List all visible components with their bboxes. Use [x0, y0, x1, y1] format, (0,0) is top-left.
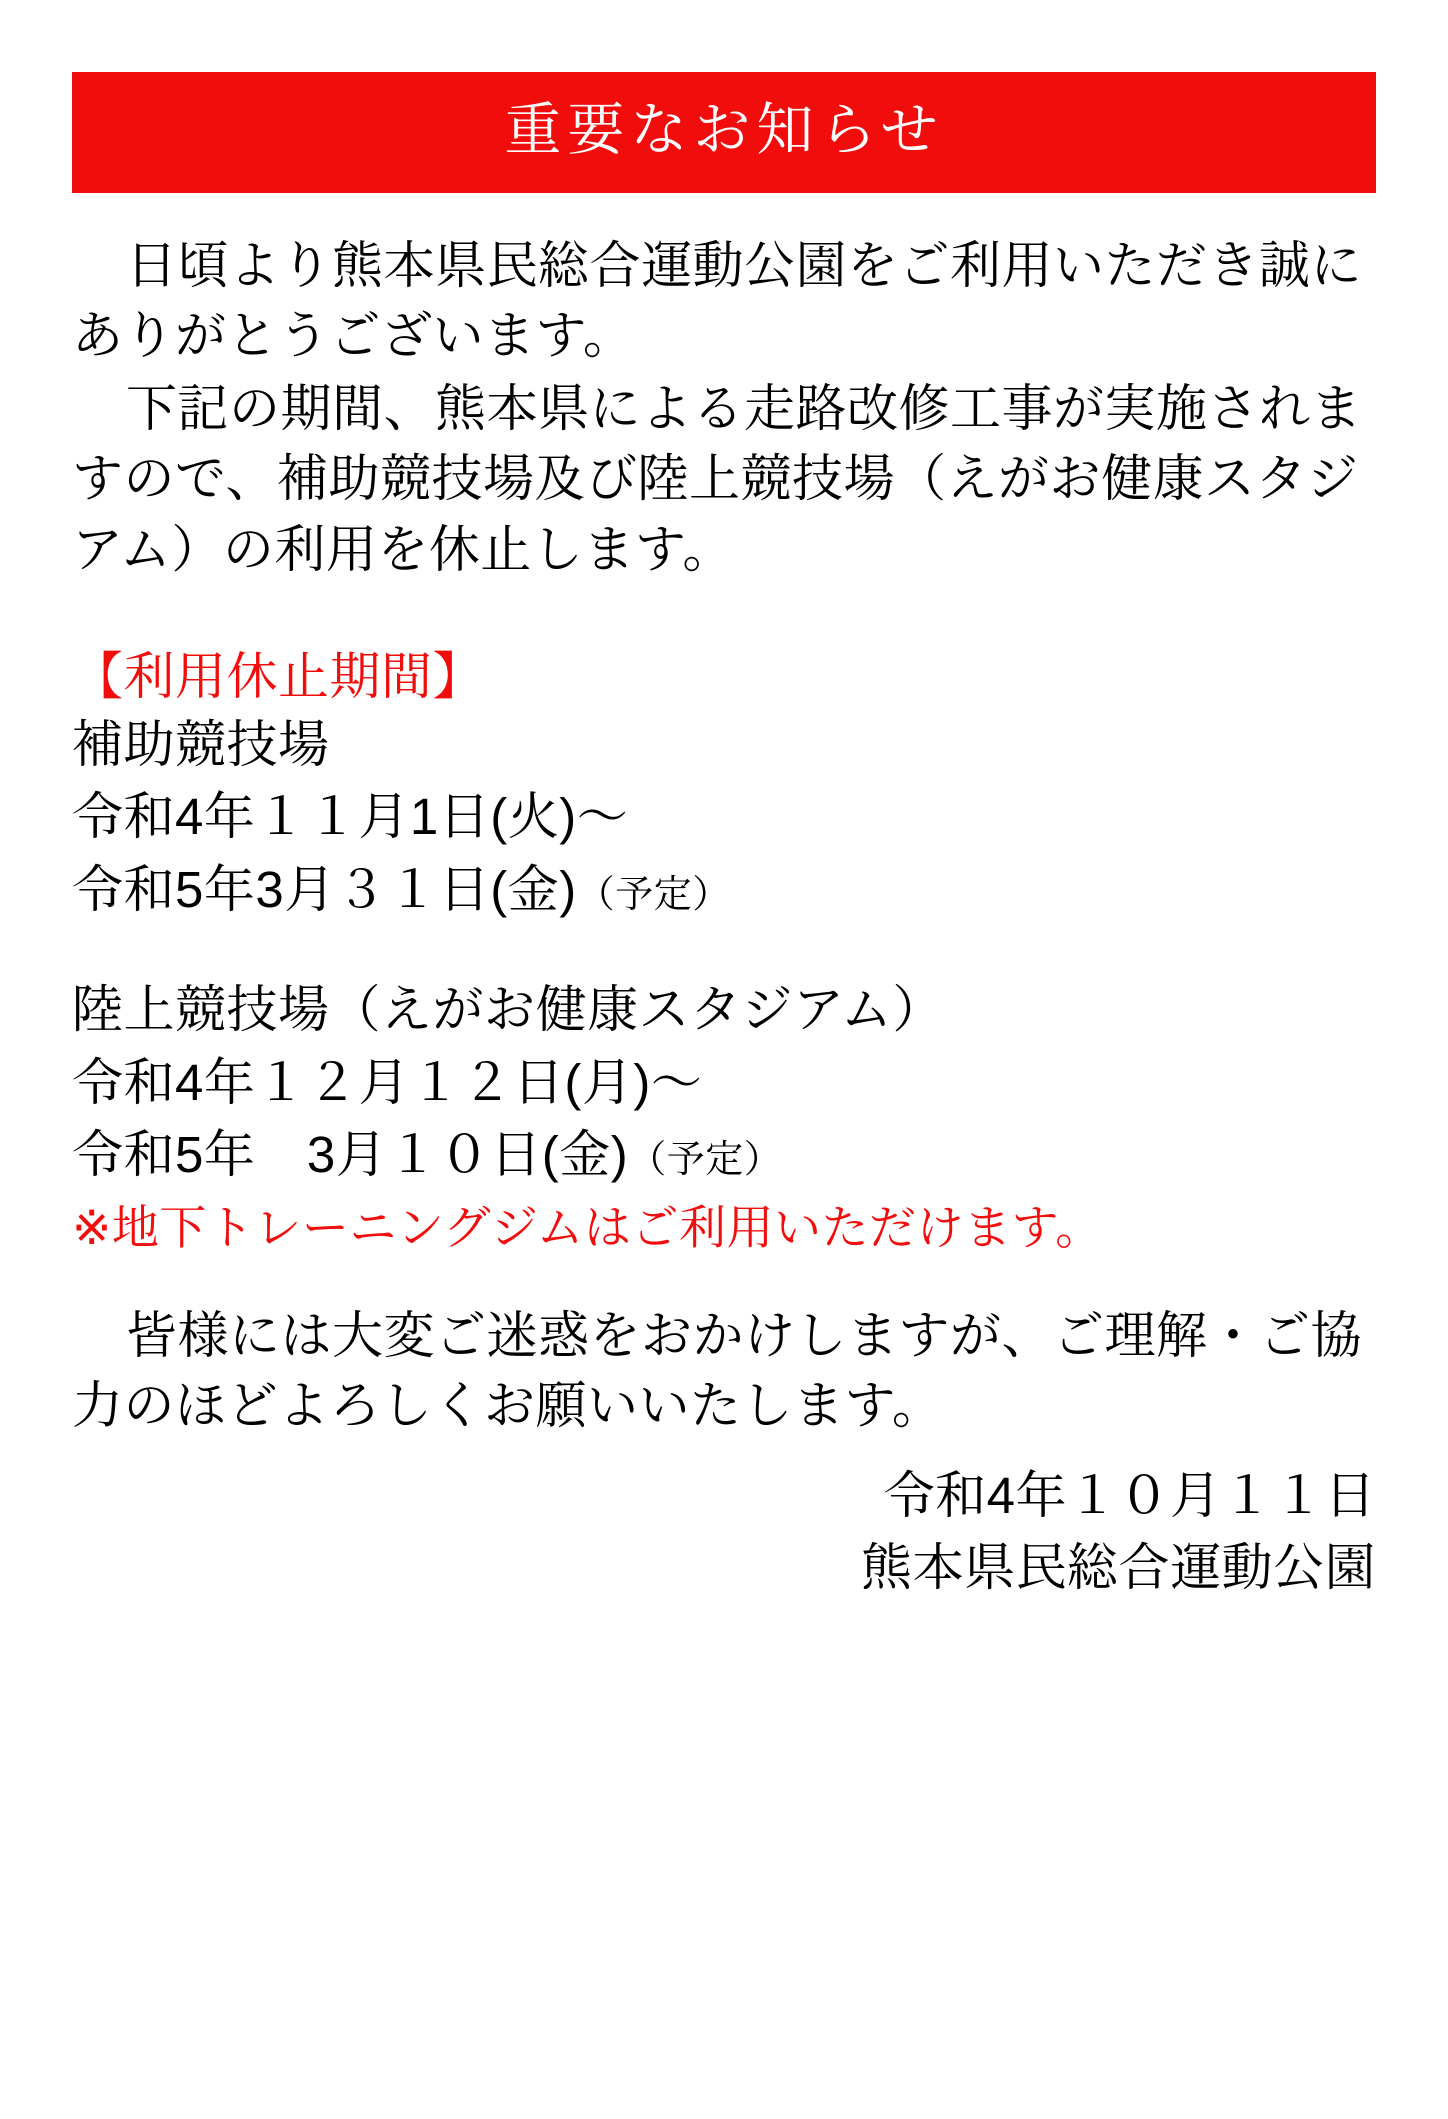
gym-availability-note: ※地下トレーニングジムはご利用いただけます。 [72, 1201, 1103, 1255]
closure-reason-paragraph: 下記の期間、熊本県による走路改修工事が実施されますので、補助競技場及び陸上競技場（えがお健康スタジアム）の利用を休止します。 [72, 379, 1363, 578]
facility-2-end-date-text: 令和5年 3月１０日(金) [72, 1125, 629, 1183]
facility-1-end-date-note: （予定） [576, 873, 731, 916]
intro-paragraph: 日頃より熊本県民総合運動公園をご利用いただき誠にありがとうございます。 [72, 237, 1363, 365]
notice-body [72, 231, 1376, 585]
notice-issuer: 熊本県民総合運動公園 [860, 1539, 1376, 1597]
facility-2-end-date [72, 1119, 1376, 1191]
closure-period-heading: 【利用休止期間】 [72, 647, 485, 705]
notice-document [0, 72, 1448, 2119]
facility-2-name: 陸上競技場（えがお健康スタジアム） [72, 981, 944, 1039]
signature-block [72, 1460, 1376, 1605]
facility-2-start-date: 令和4年１２月１２日(月)～ [72, 1053, 703, 1111]
facility-1-name: 補助競技場 [72, 715, 330, 773]
section-spacer [72, 926, 1376, 974]
facility-1-end-date [72, 854, 1376, 926]
notice-date: 令和4年１０月１１日 [883, 1466, 1376, 1524]
closing-paragraph: 皆様には大変ご迷惑をおかけしますが、ご理解・ご協力のほどよろしくお願いいたします。 [72, 1307, 1363, 1435]
notice-banner-title: 重要なお知らせ [72, 72, 1376, 193]
facility-2-end-date-note: （予定） [628, 1138, 783, 1181]
facility-1-start-date: 令和4年１１月1日(火)～ [72, 788, 629, 846]
facility-1-end-date-text: 令和5年3月３１日(金) [72, 860, 577, 918]
